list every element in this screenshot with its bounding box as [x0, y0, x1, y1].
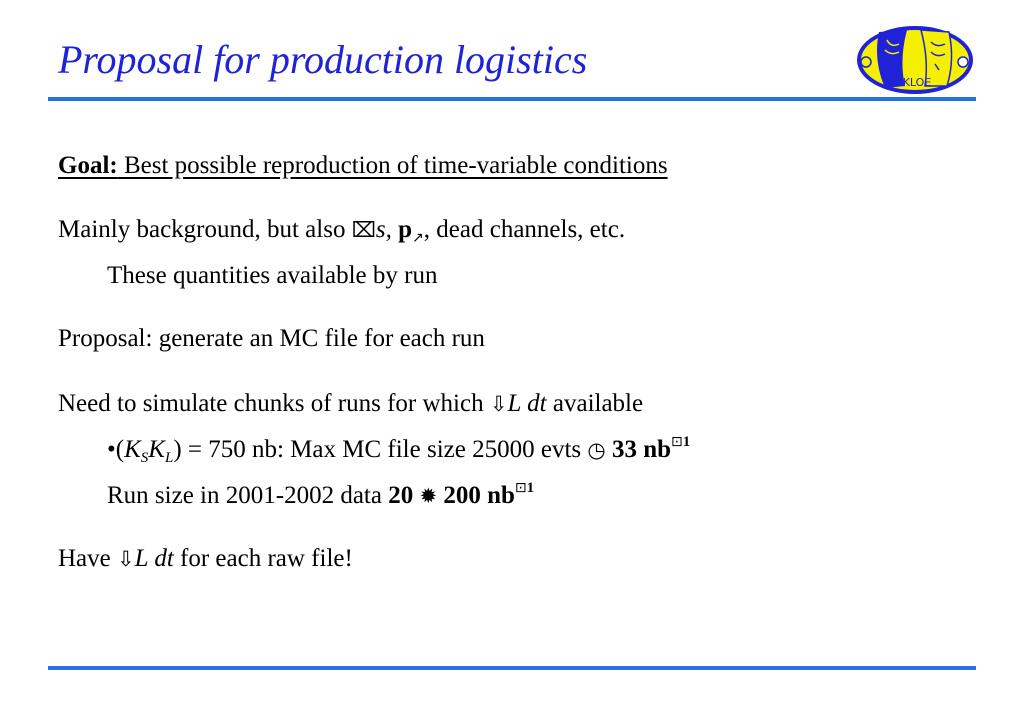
sigma-bullet-icon: •	[107, 436, 116, 463]
have-line	[58, 546, 353, 571]
dt-symbol-2: dt	[148, 545, 174, 572]
footer-rule	[48, 666, 976, 670]
have-prefix: Have	[58, 545, 117, 572]
inverse-icon: ⊡	[671, 434, 683, 450]
have-suffix: for each raw file!	[173, 545, 353, 572]
goal-statement	[58, 152, 668, 179]
s-subscript: S	[140, 450, 149, 466]
range-icon: ✹	[419, 484, 438, 508]
mainly-prefix: Mainly background, but also	[58, 216, 352, 243]
run-size-high: 200 nb	[437, 482, 515, 509]
need-prefix: Need to simulate chunks of runs for which	[58, 390, 490, 417]
paren-open: (	[115, 436, 125, 463]
l-subscript: L	[164, 450, 174, 466]
available-line: These quantities available by run	[107, 262, 438, 289]
need-suffix: available	[546, 390, 644, 417]
p-variable: p	[398, 216, 413, 243]
need-line	[58, 391, 643, 416]
luminosity-value: 33 nb	[605, 436, 672, 463]
s-variable: s,	[375, 216, 392, 243]
proposal-line: Proposal: generate an MC file for each run	[58, 325, 485, 352]
implies-icon: ◷	[587, 438, 606, 462]
goal-line	[58, 153, 668, 178]
p-subscript-icon: ↗	[412, 230, 424, 246]
k-symbol-2: K	[148, 436, 165, 463]
sigma-text: = 750 nb: Max MC file size 25000 evts	[181, 436, 588, 463]
run-size-text: Run size in 2001-2002 data	[107, 482, 389, 509]
title-rule	[48, 97, 976, 101]
inverse-exponent-2: 1	[526, 480, 535, 496]
mainly-line	[58, 216, 626, 246]
luminosity-symbol: L	[507, 390, 521, 417]
inverse-icon-2: ⊡	[514, 480, 527, 496]
inverse-exponent: 1	[682, 434, 691, 450]
luminosity-symbol-2: L	[134, 545, 149, 572]
k-symbol: K	[124, 436, 141, 463]
symbol-box-icon: ⌧	[351, 218, 376, 242]
integral-icon-2: ⇩	[117, 547, 135, 571]
paren-close: )	[173, 436, 182, 463]
run-size-low: 20	[388, 482, 420, 509]
goal-label: Goal:	[58, 152, 118, 179]
dt-symbol: dt	[520, 390, 547, 417]
run-size-line	[107, 480, 535, 509]
page-title: Proposal for production logistics	[58, 37, 588, 82]
mainly-suffix: , dead channels, etc.	[423, 216, 626, 243]
sigma-line	[107, 434, 691, 466]
kloe-logo-icon	[855, 24, 975, 96]
goal-text: Best possible reproduction of time-variable conditions	[117, 152, 668, 179]
svg-text:KLOE: KLOE	[902, 76, 932, 89]
integral-icon: ⇩	[489, 392, 508, 416]
